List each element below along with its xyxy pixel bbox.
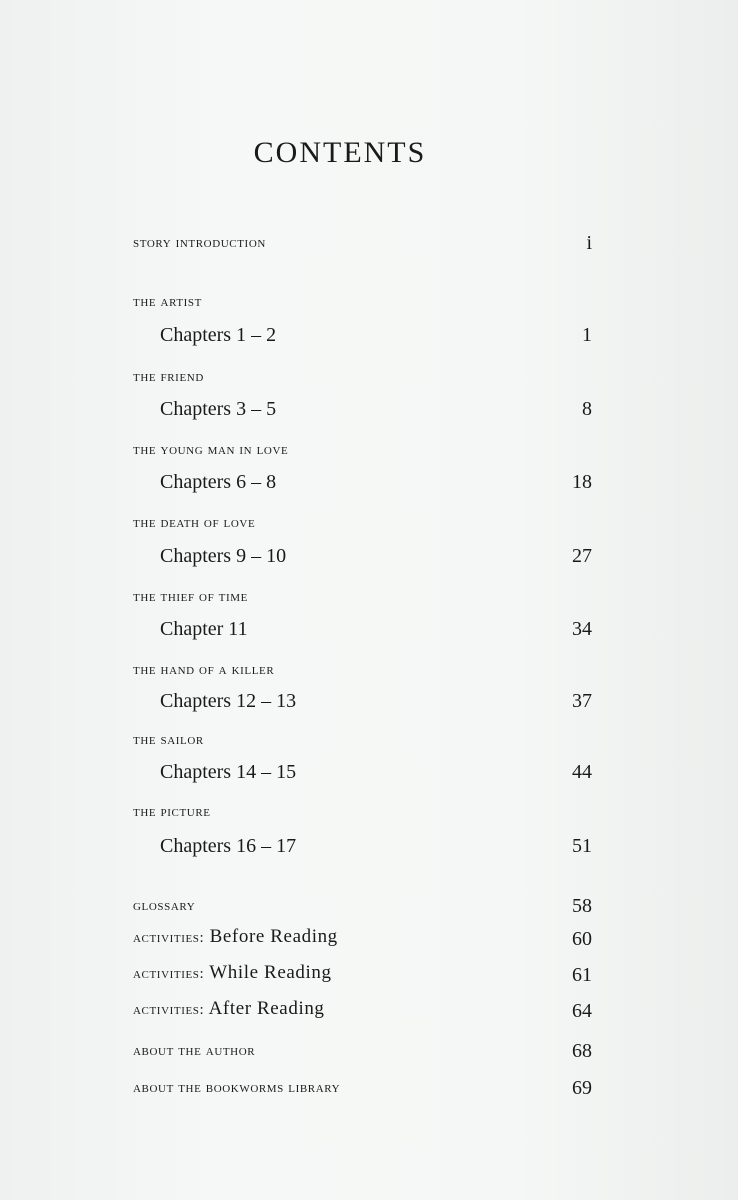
toc-section-label: the sailor xyxy=(133,732,204,748)
toc-page-number: 18 xyxy=(572,471,592,493)
toc-activities-label xyxy=(133,998,325,1020)
toc-section-label: the hand of a killer xyxy=(133,662,275,678)
toc-entry xyxy=(0,964,738,994)
toc-entry xyxy=(0,895,738,925)
toc-page-number: 37 xyxy=(572,690,592,712)
toc-entry xyxy=(0,291,738,321)
toc-entry xyxy=(0,545,738,575)
toc-section-label: about the author xyxy=(133,1043,256,1059)
toc-section-label: glossary xyxy=(133,898,196,914)
toc-page-number: i xyxy=(586,232,592,254)
toc-entry xyxy=(0,1040,738,1070)
toc-entry xyxy=(0,439,738,469)
toc-section-label: the thief of time xyxy=(133,589,248,605)
toc-page-number: 69 xyxy=(572,1077,592,1099)
toc-entry xyxy=(0,512,738,542)
toc-section-label: the picture xyxy=(133,804,211,820)
toc-activities-prefix: activities: xyxy=(133,966,205,982)
toc-entry xyxy=(0,659,738,689)
toc-chapter-label: Chapter 11 xyxy=(160,618,248,640)
toc-page-number: 60 xyxy=(572,928,592,950)
toc-section-label: story introduction xyxy=(133,235,266,251)
toc-page-number: 8 xyxy=(582,398,592,420)
toc-section-label: the young man in love xyxy=(133,442,289,458)
toc-entry xyxy=(0,801,738,831)
toc-activities-prefix: activities: xyxy=(133,1002,205,1018)
toc-page-number: 64 xyxy=(572,1000,592,1022)
toc-entry xyxy=(0,366,738,396)
toc-chapter-label: Chapters 16 – 17 xyxy=(160,835,297,857)
toc-entry xyxy=(0,835,738,865)
toc-page-number: 68 xyxy=(572,1040,592,1062)
toc-chapter-label: Chapters 3 – 5 xyxy=(160,398,277,420)
toc-chapter-label: Chapters 9 – 10 xyxy=(160,545,287,567)
toc-page-number: 44 xyxy=(572,761,592,783)
toc-entry xyxy=(0,618,738,648)
toc-page-number: 61 xyxy=(572,964,592,986)
contents-heading: CONTENTS xyxy=(253,136,427,169)
toc-entry xyxy=(0,928,738,958)
toc-activities-label xyxy=(133,926,338,948)
toc-chapter-label: Chapters 14 – 15 xyxy=(160,761,297,783)
toc-chapter-label: Chapters 1 – 2 xyxy=(160,324,277,346)
toc-section-label: the artist xyxy=(133,294,202,310)
toc-entry xyxy=(0,729,738,759)
toc-activities-title: While Reading xyxy=(204,962,332,983)
toc-entry xyxy=(0,232,738,262)
toc-section-label: the death of love xyxy=(133,515,256,531)
toc-entry xyxy=(0,324,738,354)
toc-activities-label xyxy=(133,962,332,984)
toc-entry xyxy=(0,690,738,720)
toc-entry xyxy=(0,1077,738,1107)
toc-section-label: the friend xyxy=(133,369,204,385)
toc-page-number: 27 xyxy=(572,545,592,567)
toc-chapter-label: Chapters 6 – 8 xyxy=(160,471,277,493)
toc-page-number: 1 xyxy=(582,324,592,346)
toc-entry xyxy=(0,586,738,616)
toc-page-number: 51 xyxy=(572,835,592,857)
toc-entry xyxy=(0,761,738,791)
toc-entry xyxy=(0,471,738,501)
toc-page-number: 58 xyxy=(572,895,592,917)
toc-activities-prefix: activities: xyxy=(133,930,205,946)
toc-entry xyxy=(0,1000,738,1030)
toc-activities-title: After Reading xyxy=(204,998,325,1019)
toc-section-label: about the bookworms library xyxy=(133,1080,341,1096)
toc-page-number: 34 xyxy=(572,618,592,640)
toc-chapter-label: Chapters 12 – 13 xyxy=(160,690,297,712)
toc-activities-title: Before Reading xyxy=(204,926,338,947)
toc-entry xyxy=(0,398,738,428)
